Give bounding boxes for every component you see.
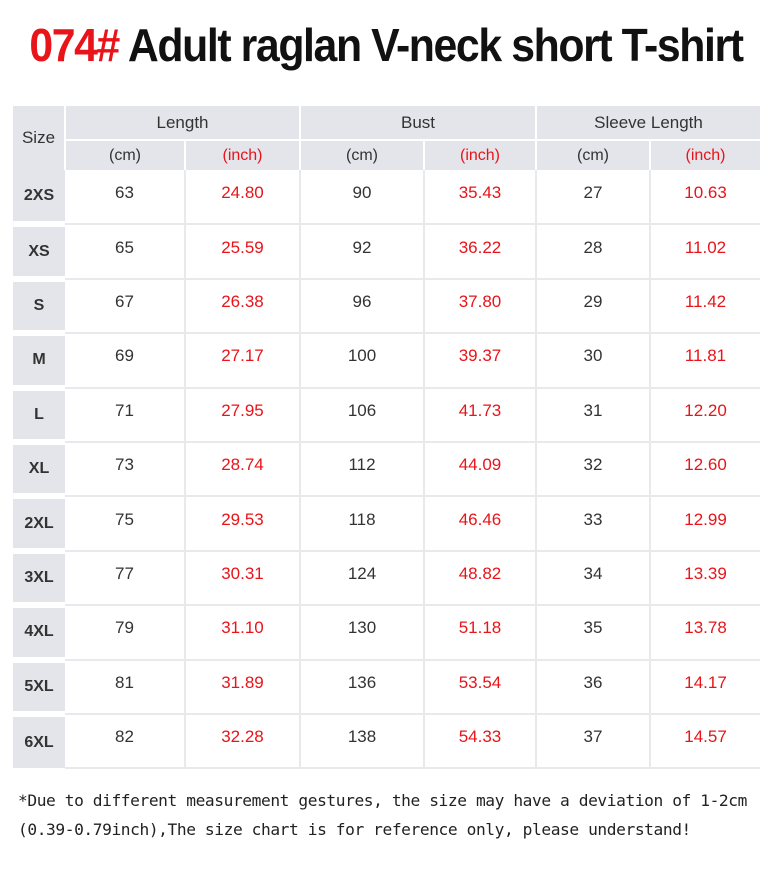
- table-row: [13, 388, 760, 442]
- sleeve-cm-cell: 30: [536, 329, 650, 383]
- sleeve-inch-cell: 12.60: [650, 438, 760, 492]
- size-label: S: [13, 279, 65, 333]
- sleeve-inch-cell: 11.81: [650, 329, 760, 383]
- bust-cm-header: (cm): [300, 140, 424, 170]
- sleeve-inch-cell: 12.20: [650, 384, 760, 438]
- length-inch-cell: 26.38: [185, 275, 300, 329]
- bust-group-header: Bust: [300, 106, 536, 140]
- bust-cm-cell: 92: [300, 220, 424, 274]
- sleeve-inch-cell: 13.78: [650, 601, 760, 655]
- sleeve-inch-header: (inch): [650, 140, 760, 170]
- length-group-header: Length: [65, 106, 300, 140]
- bust-cm-cell: 130: [300, 601, 424, 655]
- length-inch-cell: 27.17: [185, 329, 300, 383]
- bust-cm-cell: 118: [300, 492, 424, 546]
- sleeve-inch-cell: 11.42: [650, 275, 760, 329]
- header-group-row: [13, 106, 760, 140]
- sleeve-inch-cell: 14.17: [650, 656, 760, 710]
- length-cm-cell: 82: [65, 710, 185, 764]
- bust-inch-cell: 54.33: [424, 710, 536, 764]
- sleeve-cm-cell: 37: [536, 710, 650, 764]
- size-label: 2XS: [13, 170, 65, 224]
- length-inch-cell: 30.31: [185, 547, 300, 601]
- table-row: [13, 660, 760, 714]
- length-cm-cell: 75: [65, 492, 185, 546]
- sleeve-group-header: Sleeve Length: [536, 106, 760, 140]
- sleeve-inch-cell: 12.99: [650, 492, 760, 546]
- length-cm-cell: 65: [65, 220, 185, 274]
- bust-inch-cell: 51.18: [424, 601, 536, 655]
- bust-cm-cell: 112: [300, 438, 424, 492]
- length-inch-cell: 31.89: [185, 656, 300, 710]
- size-chart-table: [13, 106, 760, 769]
- bust-cm-cell: 124: [300, 547, 424, 601]
- sleeve-inch-cell: 14.57: [650, 710, 760, 764]
- size-column-header: Size: [13, 106, 65, 170]
- length-cm-cell: 77: [65, 547, 185, 601]
- length-cm-cell: 79: [65, 601, 185, 655]
- table-row: [13, 279, 760, 333]
- length-inch-cell: 28.74: [185, 438, 300, 492]
- bust-cm-cell: 90: [300, 166, 424, 220]
- sleeve-inch-cell: 11.02: [650, 220, 760, 274]
- length-inch-cell: 24.80: [185, 166, 300, 220]
- length-cm-cell: 71: [65, 384, 185, 438]
- sleeve-inch-cell: 10.63: [650, 166, 760, 220]
- sleeve-inch-cell: 13.39: [650, 547, 760, 601]
- bust-cm-cell: 136: [300, 656, 424, 710]
- size-label: XS: [13, 224, 65, 278]
- bust-cm-cell: 106: [300, 384, 424, 438]
- table-row: [13, 605, 760, 659]
- size-label: L: [13, 388, 65, 442]
- length-inch-header: (inch): [185, 140, 300, 170]
- bust-inch-cell: 53.54: [424, 656, 536, 710]
- length-inch-cell: 27.95: [185, 384, 300, 438]
- product-name: Adult raglan V-neck short T-shirt: [118, 19, 743, 71]
- sleeve-cm-cell: 32: [536, 438, 650, 492]
- product-code: 074#: [29, 19, 119, 71]
- disclaimer-line-2: (0.39-0.79inch),The size chart is for reference only, please understand!: [18, 820, 691, 839]
- page-title: [27, 18, 745, 72]
- sleeve-cm-header: (cm): [536, 140, 650, 170]
- table-row: [13, 170, 760, 224]
- bust-inch-cell: 37.80: [424, 275, 536, 329]
- length-cm-cell: 81: [65, 656, 185, 710]
- size-label: M: [13, 333, 65, 387]
- bust-inch-cell: 44.09: [424, 438, 536, 492]
- size-label: 6XL: [13, 714, 65, 768]
- length-cm-header: (cm): [65, 140, 185, 170]
- bust-cm-cell: 138: [300, 710, 424, 764]
- sleeve-cm-cell: 35: [536, 601, 650, 655]
- bust-inch-cell: 39.37: [424, 329, 536, 383]
- length-cm-cell: 69: [65, 329, 185, 383]
- bust-cm-cell: 96: [300, 275, 424, 329]
- size-label: 4XL: [13, 605, 65, 659]
- bust-inch-cell: 46.46: [424, 492, 536, 546]
- size-label: 3XL: [13, 551, 65, 605]
- bust-cm-cell: 100: [300, 329, 424, 383]
- length-inch-cell: 29.53: [185, 492, 300, 546]
- length-inch-cell: 32.28: [185, 710, 300, 764]
- bust-inch-cell: 36.22: [424, 220, 536, 274]
- bust-inch-cell: 35.43: [424, 166, 536, 220]
- bust-inch-header: (inch): [424, 140, 536, 170]
- table-row: [13, 496, 760, 550]
- table-row: [13, 224, 760, 278]
- length-cm-cell: 67: [65, 275, 185, 329]
- table-row: [13, 551, 760, 605]
- size-label: XL: [13, 442, 65, 496]
- sleeve-cm-cell: 28: [536, 220, 650, 274]
- bust-inch-cell: 41.73: [424, 384, 536, 438]
- measurement-disclaimer: [18, 786, 763, 844]
- length-cm-cell: 63: [65, 166, 185, 220]
- sleeve-cm-cell: 36: [536, 656, 650, 710]
- size-label: 2XL: [13, 496, 65, 550]
- table-row: [13, 714, 760, 768]
- bust-inch-cell: 48.82: [424, 547, 536, 601]
- length-cm-cell: 73: [65, 438, 185, 492]
- disclaimer-line-1: *Due to different measurement gestures, the size may have a deviation of 1-2cm: [18, 791, 747, 810]
- sleeve-cm-cell: 27: [536, 166, 650, 220]
- table-row: [13, 333, 760, 387]
- table-row: [13, 442, 760, 496]
- sleeve-cm-cell: 34: [536, 547, 650, 601]
- length-inch-cell: 31.10: [185, 601, 300, 655]
- sleeve-cm-cell: 29: [536, 275, 650, 329]
- sleeve-cm-cell: 33: [536, 492, 650, 546]
- size-label: 5XL: [13, 660, 65, 714]
- length-inch-cell: 25.59: [185, 220, 300, 274]
- sleeve-cm-cell: 31: [536, 384, 650, 438]
